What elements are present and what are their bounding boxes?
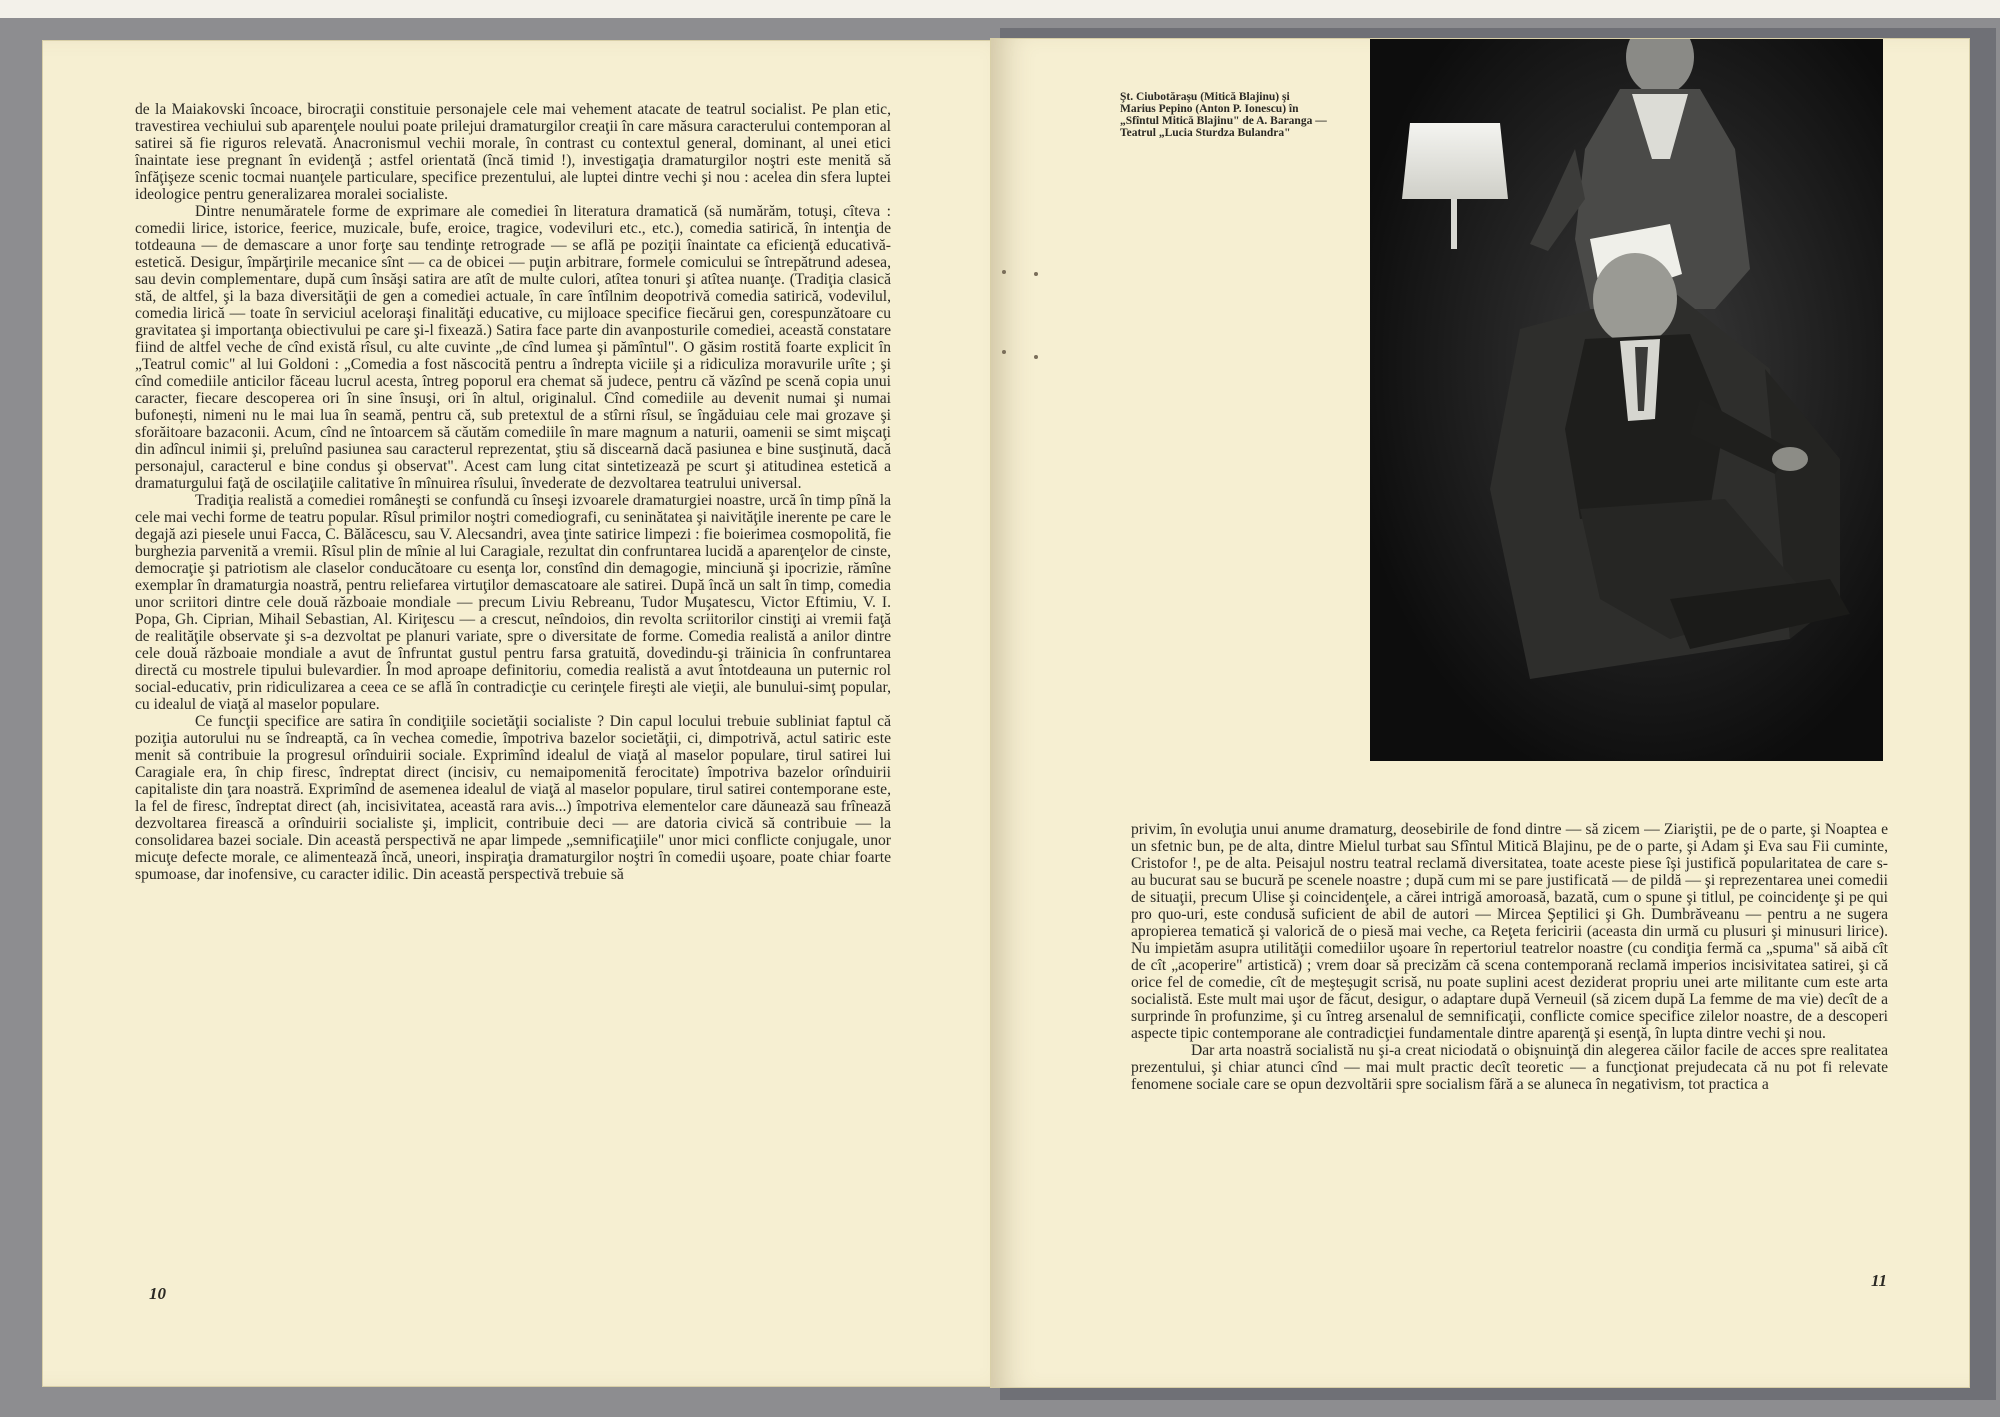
right-paragraph-2: Dar arta noastră socialistă nu şi-a creat niciodată o obişnuinţă din alegerea căilor facile de acces spre realitatea prezentului, şi chiar atunci cînd — mai mult practic decît teoretic — a funcţionat prejudecata că nu pot fi relevate fenomene sociale care se opun dezvoltării spre socialism fără a se aluneca în negativism, tot practica a xyxy=(1131,1042,1888,1093)
right-page-body xyxy=(1131,821,1888,1291)
gutter-mark xyxy=(1034,355,1038,359)
left-page xyxy=(42,40,1029,1387)
gutter-mark xyxy=(1002,350,1006,354)
left-paragraph-1: de la Maiakovski încoace, birocraţii constituie personajele cele mai vehement atacate de teatrul socialist. Pe plan etic, travestirea vechiului sub aparenţele noului poate prilejui dramaturgilor creaţii în care măsura caracterului contemporan al satirei să fie riguros relevată. Anacronismul vechii morale, în contrast cu contextul general, dominant, al unei etici înaintate iese pregnant în evidenţă ; astfel orientată (încă timid !), investigaţia dramaturgilor noştri este menită să înfăţişeze scenic tocmai nuanţele particulare, specifice prezentului, ale luptei dintre vechi şi nou : acelea din sfera luptei ideologice pentru generalizarea moralei socialiste. xyxy=(135,101,891,203)
left-paragraph-2: Dintre nenumăratele forme de exprimare ale comediei în literatura dramatică (să numărăm, totuşi, cîteva : comedii lirice, istorice, feerice, muzicale, bufe, eroice, tragice, vodeviluri etc., etc.), comedia satirică, în intenţia de totdeauna — de demascare a unor forţe sau tendinţe retrograde — se află pe poziţii înaintate ca eficienţă educativă-estetică. Desigur, împărţirile mecanice sînt — ca de obicei — puţin arbitrare, formele comicului se întrepătrund adesea, sau devin complementare, după cum însăşi satira are atît de multe culori, atîtea tonuri şi atîtea nuanţe. (Tradiţia clasică stă, de altfel, şi la baza diversităţii de gen a comediei actuale, în care întîlnim deopotrivă comedia satirică, vodevilul, comedia lirică — toate în serviciul aceloraşi finalităţi educative, cu mijloace specifice fiecărui gen, corespunzătoare cu gravitatea şi importanţa obiectivului pe care şi-l fixează.) Satira face parte din avanposturile comediei, această constatare fiind de altfel veche de cînd există rîsul, cu alte cuvinte „de cînd lumea şi pămîntul". O găsim rostită foarte explicit în „Teatrul comic" al lui Goldoni : „Comedia a fost născocită pentru a îndrepta viciile şi a ridiculiza moravurile urîte ; şi cînd comediile anticilor făceau lucrul acesta, întreg poporul era chemat să judece, pentru că văzînd pe scenă copia unui caracter, fiecare descoperea ori în sine însuşi, ori în altul, originalul. Cînd comediile au devenit numai şi numai bufonești, nimeni nu le mai lua în seamă, pentru că, sub pretextul de a stîrni rîsul, se îngăduiau cele mai grozave şi sforăitoare bazaconii. Acum, cînd ne întoarcem să căutăm comediile în mare magnum a naturii, oamenii se simt mişcaţi din adîncul inimii şi, preluînd pasiunea sau caracterul reprezentat, ştiu să discearnă dacă pasiunea e bine susţinută, dacă personajul, caracterul e bine condus şi observat". Acest cam lung citat sintetizează pe scurt şi atitudinea estetică a dramaturgului faţă de oscilaţiile calitative în mînuirea rîsului, învederate de dezvoltarea teatrului universal. xyxy=(135,203,891,492)
photo-caption: Şt. Ciubotăraşu (Mitică Blajinu) şi Marius Pepino (Anton P. Ionescu) în „Sfîntul Mitică Blajinu" de A. Baranga — Teatrul „Lucia Sturdza Bulandra" xyxy=(1120,91,1327,139)
theatre-photo-illustration xyxy=(1370,39,1883,761)
left-page-body xyxy=(135,101,891,1286)
left-paragraph-3: Tradiţia realistă a comediei româneşti se confundă cu înseşi izvoarele dramaturgiei noastre, urcă în timp pînă la cele mai vechi forme de teatru popular. Rîsul primilor noştri comediografi, cu seninătatea şi naivităţile inerente pe care le degajă azi piesele unui Facca, C. Bălăcescu, sau V. Alecsandri, avea ţinte satirice limpezi : fie boierimea cosmopolită, fie burghezia parvenită a vremii. Rîsul plin de mînie al lui Caragiale, rezultat din confruntarea lucidă a aparenţelor de cinste, democraţie şi patriotism ale claselor conducătoare cu esenţa lor, constînd din demagogie, minciună şi ipocrizie, rămîne exemplar în dramaturgia noastră, pentru reliefarea virtuţilor demascatoare ale satirei. După încă un salt în timp, comedia unor scriitori dintre cele două războaie mondiale — precum Liviu Rebreanu, Tudor Muşatescu, Victor Eftimiu, V. I. Popa, Gh. Ciprian, Mihail Sebastian, Al. Kiriţescu — a crescut, neîndoios, din revolta scriitorilor cinstiţi ai vremii faţă de realităţile observate şi s-a dezvoltat pe planuri variate, spre o diversitate de forme. Comedia realistă a anilor dintre cele două războaie mondiale a avut de înfruntat gustul pentru farsa gratuită, dovedindu-şi trăinicia în confruntarea directă cu mostrele tipului bulevardier. În mod aproape definitoriu, comedia realistă a avut întotdeauna un puternic rol social-educativ, prin ridiculizarea a ceea ce se află în contradicţie cu cerinţele fireşti ale vieţii, ale bunului-simţ popular, cu idealul de viaţă al maselor populare. xyxy=(135,492,891,713)
gutter-mark xyxy=(1002,270,1006,274)
gutter-mark xyxy=(1034,272,1038,276)
right-page xyxy=(990,38,1970,1388)
theatre-photo xyxy=(1370,39,1883,761)
right-paragraph-1: privim, în evoluţia unui anume dramaturg, deosebirile de fond dintre — să zicem — Ziariştii, pe de o parte, şi Noaptea e un sfetnic bun, pe de alta, dintre Mielul turbat sau Sfîntul Mitică Blajinu, pe de o parte, şi Adam şi Eva sau Fii cuminte, Cristofor !, pe de alta. Peisajul nostru teatral reclamă diversitatea, toate aceste piese îşi justifică popularitatea de care s-au bucurat sau se bucură pe scenele noastre ; după cum mi se pare justificată — de pildă — şi reprezentarea unei comedii de situaţii, precum Ulise şi coincidenţele, a cărei intrigă amoroasă, bazată, cum o spune şi titlul, pe coincidenţe şi pe qui pro quo-uri, este condusă suficient de abil de autori — Mircea Şeptilici şi Gh. Dumbrăveanu — pentru a ne sugera apropierea tematică şi valorică de o piesă mai veche, ca Reţeta fericirii (aceasta din urmă cu plusuri şi minusuri lirice). Nu impietăm asupra utilităţii comediilor uşoare în repertoriul teatrelor noastre (cu condiţia fermă ca „spuma" să aibă cît de cît „acoperire" artistică) ; vrem doar să precizăm că scena contemporană reclamă imperios incisivitatea satirei, şi că orice fel de comedie, cît de meşteşugit scrisă, nu poate suplini acest deziderat propriu unei arte militante cum este arta socialistă. Este mult mai uşor de făcut, desigur, o adaptare după Verneuil (să zicem după La femme de ma vie) decît de a surprinde în profunzime, şi cu întreg arsenalul de semnificaţii, conflicte comice specifice zilelor noastre, de a descoperi aspecte tipic contemporane ale contradicţiei fundamentale dintre aparenţă şi esenţă, în lupta dintre vechi şi nou. xyxy=(1131,821,1888,1042)
left-paragraph-4: Ce funcţii specifice are satira în condiţiile societăţii socialiste ? Din capul locului trebuie subliniat faptul că poziţia autorului nu se îndreaptă, ca în vechea comedie, împotriva bazelor societăţii, ci, dimpotrivă, actul satiric este menit să contribuie la progresul orînduirii sociale. Exprimînd idealul de viaţă al maselor populare, tirul satirei lui Caragiale era, în chip firesc, îndreptat direct (incisiv, cu nemaipomenită ferocitate) împotriva bazelor orînduirii capitaliste din ţara noastră. Exprimînd de asemenea idealul de viaţă al maselor populare, tirul satirei contemporane este, la fel de firesc, îndreptat direct (ah, incisivitatea, această rara avis...) împotriva elementelor care dăunează sau frînează dezvoltarea firească a orînduirii socialiste şi, implicit, contribuie deci — are datoria civică să contribuie — la consolidarea bazei sociale. Din această perspectivă ne apar limpede „semnificaţiile" unor mici conflicte conjugale, unor micuţe defecte morale, ce alimentează încă, uneori, inspiraţia dramaturgilor noştri în comedii uşoare, poate chiar foarte spumoase, dar inofensive, cu caracter idilic. Din această perspectivă trebuie să xyxy=(135,713,891,883)
page-number-right: 11 xyxy=(1871,1271,1888,1290)
page-number-left: 10 xyxy=(149,1284,166,1303)
